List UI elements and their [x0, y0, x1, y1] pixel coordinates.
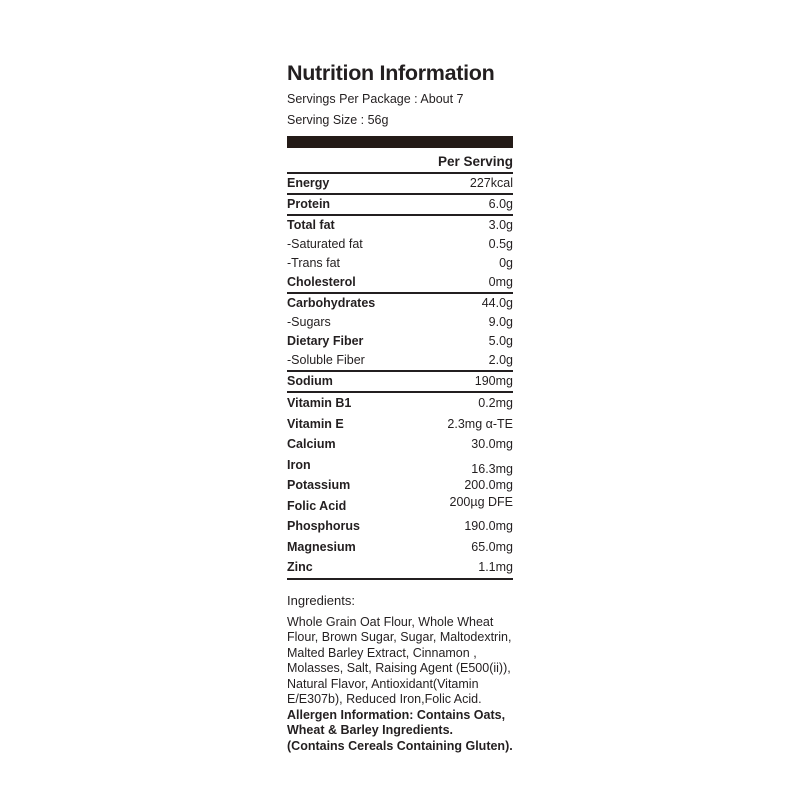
table-row: [287, 537, 513, 558]
nutrient-value: 1.1mg: [478, 560, 513, 574]
nutrient-value: 6.0g: [488, 197, 513, 211]
nutrient-value: 30.0mg: [471, 437, 513, 451]
nutrient-value: 0.5g: [488, 237, 513, 251]
nutrient-label: Energy: [287, 176, 330, 190]
nutrient-label: Phosphorus: [287, 519, 360, 533]
table-row: [287, 455, 513, 476]
table-row: [287, 393, 513, 414]
table-header-per-serving: Per Serving: [287, 155, 513, 174]
nutrient-label: Total fat: [287, 218, 335, 232]
table-row: [287, 351, 513, 370]
table-row: [287, 174, 513, 193]
nutrient-value: 227kcal: [469, 176, 513, 190]
allergen-information: Allergen Information: Contains Oats, Wheat & Barley Ingredients. (Contains Cereals Containing Gluten).: [287, 707, 513, 753]
nutrient-label: Folic Acid: [287, 498, 347, 513]
nutrient-value: 65.0mg: [471, 539, 513, 554]
nutrient-value: 3.0g: [488, 218, 513, 232]
nutrient-label: Vitamin B1: [287, 396, 352, 410]
table-row: [287, 516, 513, 537]
servings-per-package: Servings Per Package : About 7: [287, 92, 464, 106]
page-title: Nutrition Information: [287, 61, 495, 85]
table-row: [287, 557, 513, 578]
ingredients-heading: Ingredients:: [287, 592, 355, 608]
table-row: [287, 273, 513, 292]
table-row: [287, 235, 513, 254]
nutrient-value: 16.3mg: [471, 461, 513, 476]
nutrient-label: Carbohydrates: [287, 296, 376, 310]
nutrient-value: 0.2mg: [478, 396, 513, 410]
table-row: [287, 294, 513, 313]
nutrient-label: Protein: [287, 197, 331, 211]
nutrient-label: Sodium: [287, 374, 333, 388]
nutrient-label: Iron: [287, 457, 311, 472]
ingredients-text: Whole Grain Oat Flour, Whole Wheat Flour, Brown Sugar, Sugar, Maltodextrin, Malted Barley Extract, Cinnamon , Molasses, Salt, Raising Agent (E500(ii)), Natural Flavor, Antioxidant(Vitamin E/E307b), Reduced Iron,Folic Acid.: [287, 614, 512, 706]
table-row: [287, 313, 513, 332]
ingredients-section: [287, 593, 513, 755]
table-row: [287, 496, 513, 517]
nutrient-label: Zinc: [287, 560, 313, 574]
nutrient-value: 2.3mg α-TE: [447, 416, 513, 431]
nutrient-label: Potassium: [287, 478, 351, 492]
nutrient-value: 9.0g: [488, 315, 513, 329]
nutrient-value: 200µg DFE: [449, 494, 513, 509]
serving-size: Serving Size : 56g: [287, 113, 389, 127]
nutrient-label: -Saturated fat: [287, 237, 363, 251]
divider-bar: [287, 136, 513, 148]
nutrient-value: 0g: [499, 256, 513, 270]
nutrient-value: 5.0g: [488, 334, 513, 348]
nutrient-value: 0mg: [488, 275, 513, 289]
nutrient-value: 190mg: [474, 374, 513, 388]
section-divider: [287, 578, 513, 580]
nutrient-label: Dietary Fiber: [287, 334, 364, 348]
nutrient-value: 190.0mg: [464, 519, 513, 533]
table-row: [287, 195, 513, 214]
nutrient-label: Magnesium: [287, 539, 356, 554]
nutrient-value: 44.0g: [481, 296, 513, 310]
nutrient-label: Vitamin E: [287, 416, 344, 431]
nutrient-label: -Soluble Fiber: [287, 353, 365, 367]
nutrient-value: 200.0mg: [464, 478, 513, 492]
nutrient-label: -Trans fat: [287, 256, 341, 270]
nutrient-label: -Sugars: [287, 315, 331, 329]
table-row: [287, 414, 513, 435]
nutrition-label: [287, 62, 513, 754]
table-row: [287, 332, 513, 351]
nutrient-label: Calcium: [287, 437, 336, 451]
nutrient-value: 2.0g: [488, 353, 513, 367]
table-row: [287, 434, 513, 455]
nutrition-table-rows: [287, 174, 513, 580]
table-row: [287, 254, 513, 273]
table-row: [287, 216, 513, 235]
nutrient-label: Cholesterol: [287, 275, 356, 289]
table-row: [287, 372, 513, 391]
